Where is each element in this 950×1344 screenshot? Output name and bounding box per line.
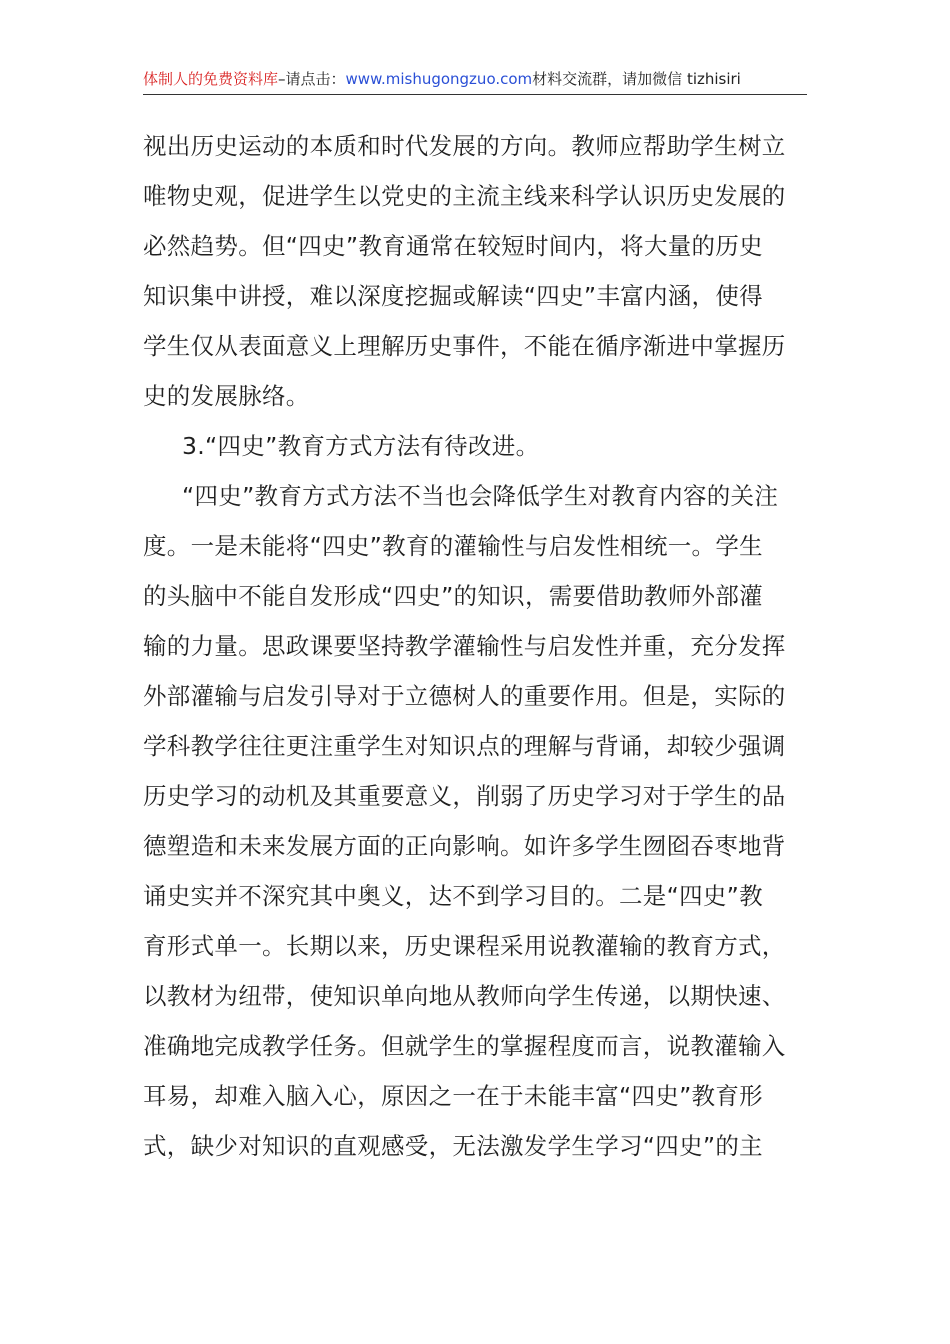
- header-url-link[interactable]: www.mishugongzuo.com: [345, 70, 533, 88]
- paragraph-first-line: “四史”教育方式方法不当也会降低学生对教育内容的关注: [182, 482, 779, 510]
- text-line: 必然趋势。但“四史”教育通常在较短时间内，将大量的历史: [143, 232, 763, 260]
- header-brand: 体制人的免费资料库: [143, 70, 279, 88]
- text-line: 历史学习的动机及其重要意义，削弱了历史学习对于学生的品: [143, 782, 786, 810]
- text-line: 诵史实并不深究其中奥义，达不到学习目的。二是“四史”教: [143, 882, 763, 910]
- text-line: 式，缺少对知识的直观感受，无法激发学生学习“四史”的主: [143, 1132, 763, 1160]
- text-line: 输的力量。思政课要坚持教学灌输性与启发性并重，充分发挥: [143, 632, 786, 660]
- text-line: 准确地完成教学任务。但就学生的掌握程度而言，说教灌输入: [143, 1032, 786, 1060]
- section-heading: 3.“四史”教育方式方法有待改进。: [182, 432, 540, 460]
- header-contact: 材料交流群，请加微信 tizhisiri: [532, 70, 741, 88]
- text-line: 育形式单一。长期以来，历史课程采用说教灌输的教育方式，: [143, 932, 786, 960]
- text-line: 唯物史观，促进学生以党史的主流主线来科学认识历史发展的: [143, 182, 786, 210]
- text-line: 学生仅从表面意义上理解历史事件，不能在循序渐进中掌握历: [143, 332, 786, 360]
- text-line: 的头脑中不能自发形成“四史”的知识，需要借助教师外部灌: [143, 582, 763, 610]
- text-line: 学科教学往往更注重学生对知识点的理解与背诵，却较少强调: [143, 732, 786, 760]
- text-line: 耳易，却难入脑入心，原因之一在于未能丰富“四史”教育形: [143, 1082, 763, 1110]
- text-line: 度。一是未能将“四史”教育的灌输性与启发性相统一。学生: [143, 532, 763, 560]
- text-line: 史的发展脉络。: [143, 382, 310, 410]
- text-line: 视出历史运动的本质和时代发展的方向。教师应帮助学生树立: [143, 132, 786, 160]
- text-line: 知识集中讲授，难以深度挖掘或解读“四史”丰富内涵，使得: [143, 282, 763, 310]
- text-line: 外部灌输与启发引导对于立德树人的重要作用。但是，实际的: [143, 682, 786, 710]
- document-body: [143, 121, 807, 1171]
- text-line: 以教材为纽带，使知识单向地从教师向学生传递，以期快速、: [143, 982, 786, 1010]
- page-header: [143, 64, 807, 95]
- header-prompt: –请点击：: [278, 70, 346, 88]
- text-line: 德塑造和未来发展方面的正向影响。如许多学生囫囵吞枣地背: [143, 832, 786, 860]
